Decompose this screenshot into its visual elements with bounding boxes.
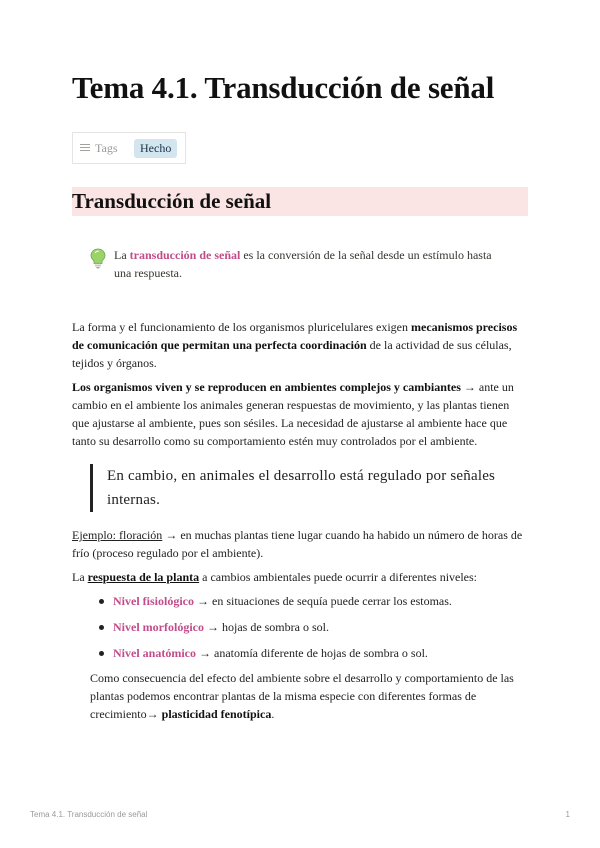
callout <box>88 246 508 282</box>
bullet-dot <box>99 625 104 630</box>
list-icon <box>80 144 90 152</box>
lightbulb-icon <box>88 247 108 269</box>
paragraph-1: La forma y el funcionamiento de los organismos pluricelulares exigen mecanismos precisos de comunicación que permitan una perfecta coordinación de la actividad de sus células, tejidos y órganos. <box>72 320 518 370</box>
bullet-dot <box>99 651 104 656</box>
term-transduccion: transducción de señal <box>129 248 241 262</box>
page-title: Tema 4.1. Transducción de señal <box>72 70 495 105</box>
paragraph-4: La respuesta de la planta a cambios ambientales puede ocurrir a diferentes niveles: <box>72 570 478 584</box>
list-item: Nivel fisiológico → en situaciones de sequía puede cerrar los estomas. <box>97 592 517 610</box>
paragraph-5: Como consecuencia del efecto del ambiente sobre el desarrollo y comportamiento de las plantas podemos encontrar plantas de la misma especie con diferentes formas de crecimiento→ plasticidad fenotípica. <box>90 671 514 721</box>
paragraph-2: Los organismos viven y se reproducen en ambientes complejos y cambiantes → ante un cambio en el ambiente los animales generan respuestas de movimiento, y las plantas tienen que ajustarse al ambiente, pues son sésiles. La necesidad de ajustarse al ambiente hace que tanto su desarrollo como su comportamiento estén muy controlados por el ambiente. <box>72 380 514 448</box>
page-number: 1 <box>565 810 570 819</box>
respuesta-planta: respuesta de la planta <box>87 570 200 584</box>
tag-hecho[interactable]: Hecho <box>134 139 177 158</box>
example-label: Ejemplo: floración <box>72 528 163 542</box>
blockquote: En cambio, en animales el desarrollo está regulado por señales internas. <box>90 464 507 512</box>
tags-property-label <box>73 141 132 156</box>
tags-property[interactable] <box>72 132 186 164</box>
footer-title: Tema 4.1. Transducción de señal <box>30 810 148 819</box>
tags-label-text: Tags <box>95 140 118 155</box>
list-item: Nivel anatómico → anatomía diferente de hojas de sombra o sol. <box>97 644 517 662</box>
section-heading-block <box>72 187 528 216</box>
levels-list <box>97 592 517 670</box>
paragraph-3: Ejemplo: floración → en muchas plantas tiene lugar cuando ha habido un número de horas de frío (proceso regulado por el ambiente). <box>72 528 523 560</box>
callout-text: La transducción de señal es la conversión de la señal desde un estímulo hasta una respuesta. <box>114 248 492 280</box>
bullet-dot <box>99 599 104 604</box>
section-heading: Transducción de señal <box>72 189 272 213</box>
list-item: Nivel morfológico → hojas de sombra o sol. <box>97 618 517 636</box>
